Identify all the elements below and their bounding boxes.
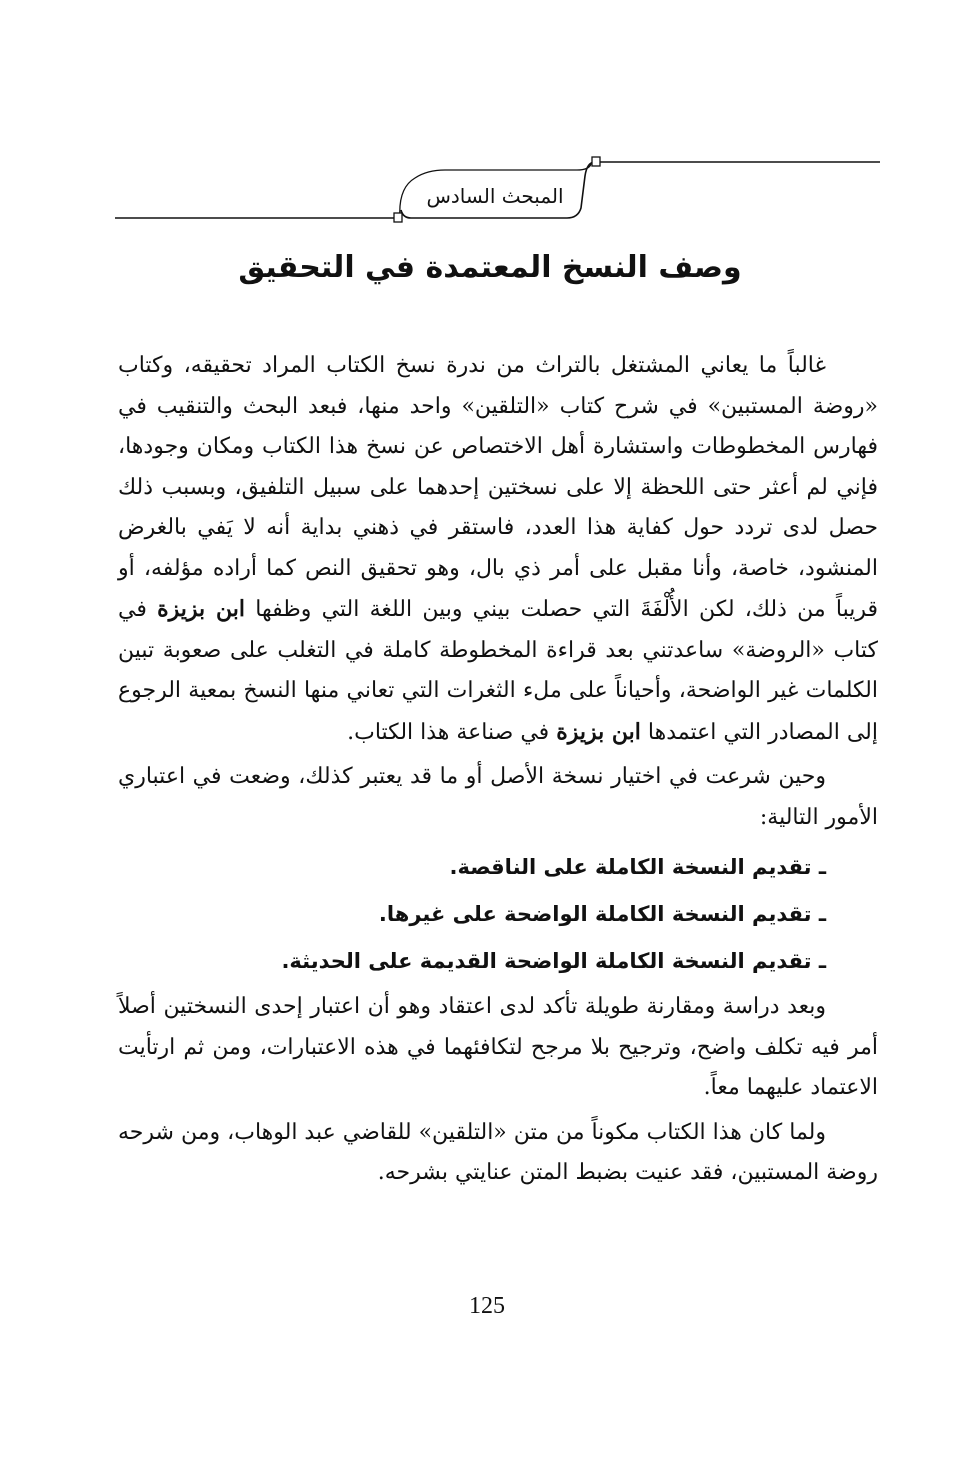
author-name: ابن بزيزة: [556, 718, 641, 745]
paragraph-1-part-c: في صناعة هذا الكتاب.: [347, 719, 550, 745]
paragraph-1-part-b: في كتاب «الروضة» ساعدتني بعد قراءة المخطوطة كاملة في التغلب على صعوبة تبين الكلمات غير الواضحة، وأحياناً على ملء الثغرات التي تعاني منها النسخ بمعية الرجوع إلى المصادر التي اعتمدها: [118, 597, 878, 745]
author-name: ابن بزيزة: [157, 596, 246, 622]
body-text: [118, 346, 878, 1194]
section-label: المبحث السادس: [426, 184, 564, 208]
criteria-item: ـ تقديم النسخة الكاملة الواضحة القديمة على الحديثة.: [281, 949, 826, 973]
criteria-item: ـ تقديم النسخة الكاملة الواضحة على غيرها.: [378, 902, 826, 926]
paragraph-1-part-a: غالباً ما يعاني المشتغل بالتراث من ندرة نسخ الكتاب المراد تحقيقه، وكتاب «روضة المستبين» في شرح كتاب «التلقين» واحد منها، فبعد البحث والتنقيب في فهارس المخطوطات واستشارة أهل الاختصاص عن نسخ هذا الكتاب ومكان وجودها، فإني لم أعثر حتى اللحظة إلا على نسختين إحدهما على سبيل التلفيق، وبسبب ذلك حصل لدى تردد حول كفاية هذا العدد، فاستقر في ذهني بداية أنه لا يَفي بالغرض المنشود، خاصة، وأنا مقبل على أمر ذي بال، وهو تحقيق النص كما أراده مؤلفه، أو قريباً من ذلك، لكن الأُلْفَةَ التي حصلت بيني وبين اللغة التي وظفها: [118, 353, 878, 622]
paragraph-4: ولما كان هذا الكتاب مكوناً من متن «التلقين» للقاضي عبد الوهاب، ومن شرحه روضة المستبين، فقد عنيت بضبط المتن عنايتي بشرحه.: [118, 1119, 878, 1185]
criteria-list: [118, 844, 878, 985]
paragraph-1: [118, 346, 878, 753]
chapter-title: وصف النسخ المعتمدة في التحقيق: [238, 250, 742, 285]
paragraph-2: وحين شرعت في اختيار نسخة الأصل أو ما قد يعتبر كذلك، وضعت في اعتباري الأمور التالية:: [118, 764, 878, 830]
criteria-item: ـ تقديم النسخة الكاملة على الناقصة.: [449, 855, 826, 879]
paragraph-3: وبعد دراسة ومقارنة طويلة تأكد لدى اعتقاد وهو أن اعتبار إحدى النسختين أصلاً أمر فيه تكلف واضح، وترجيح بلا مرجح لتكافئهما في هذه الاعتبارات، ومن ثم ارتأيت الاعتماد عليهما معاً.: [118, 994, 878, 1100]
page-number: 125: [469, 1293, 505, 1319]
